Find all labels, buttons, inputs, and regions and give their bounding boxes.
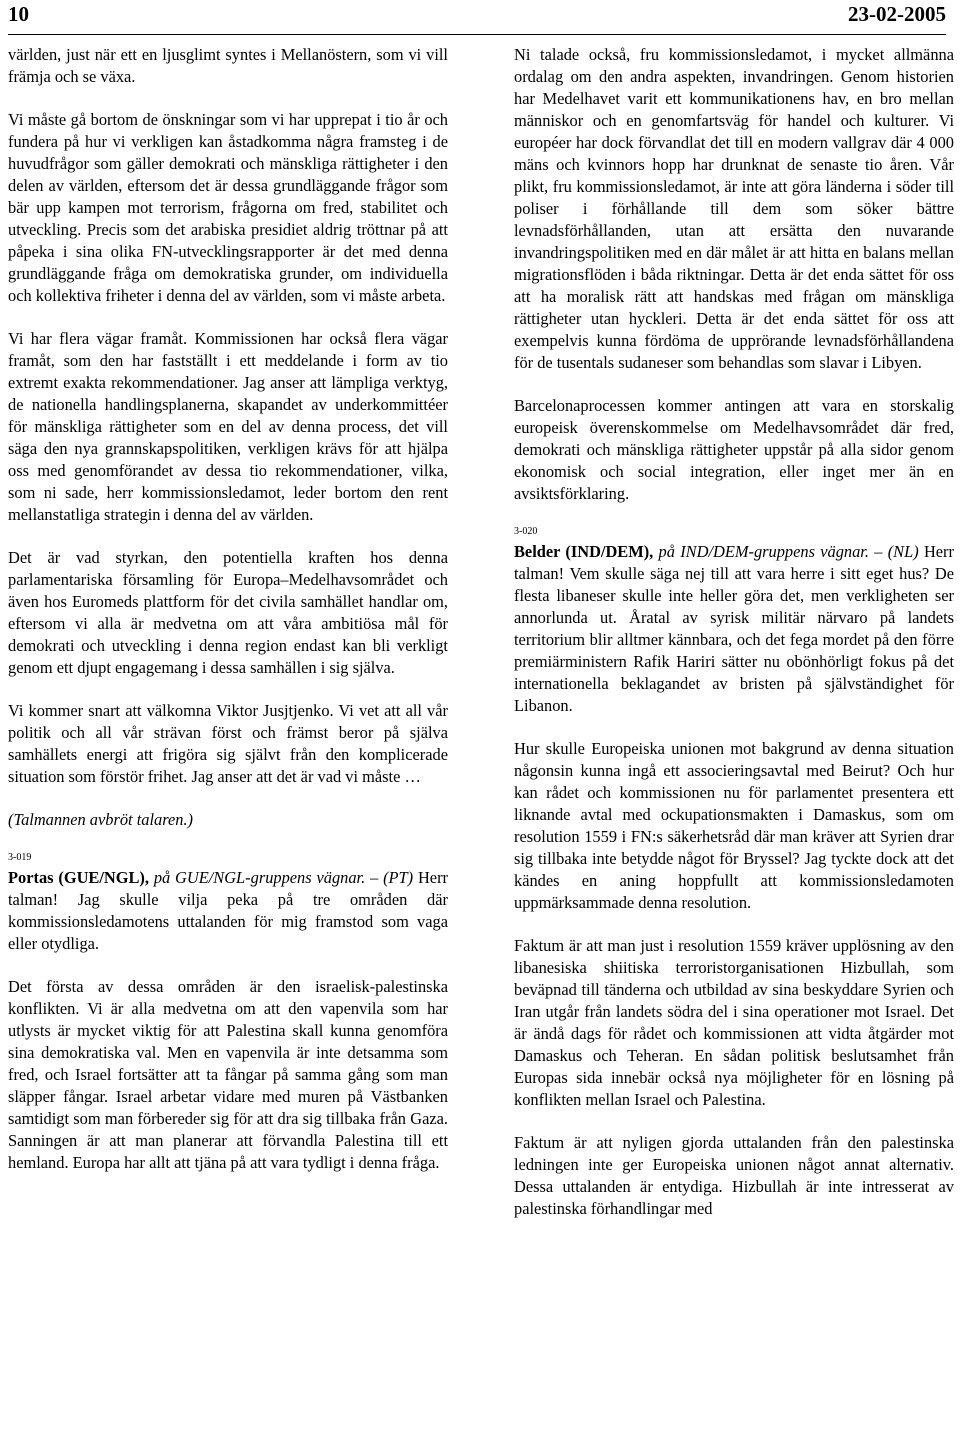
paragraph: Vi har flera vägar framåt. Kommissionen har också flera vägar framåt, som den har fastställt i ett meddelande i form av tio extremt exakta rekommendationer. Jag anser att lämpliga verktyg, de nationella handlingsplanerna, skapandet av underkommittéer för mänskliga rättigheter som en del av denna process, det vill säga den nya grannskapspolitiken, verkligen krävs för att hjälpa oss med genomförandet av dessa tio rekommendationer, vilka, som ni sade, herr kommissionsledamot, leder bortom den rent mellanstatliga strategin i denna del av världen. [8,329,448,524]
speaker-text: Herr talman! Jag skulle vilja peka på tre områden där kommissionsledamotens uttalanden för mig framstod som vaga eller otydliga. [8,868,448,953]
paragraph: Vi kommer snart att välkomna Viktor Jusjtjenko. Vi vet att all vår politik och all vår strävan först och främst beror på själva samhällets energi att frigöra sig självt från den komplicerade situation som förstör frihet. Jag anser att det är vad vi måste … [8,701,448,786]
interruption-note: (Talmannen avbröt talaren.) [8,810,193,829]
paragraph: Ni talade också, fru kommissionsledamot, i mycket allmänna ordalag om den andra aspekten, invandringen. Genom historien har Medelhavet varit ett kommunikationens hav, en bro mellan människor och en genomfartsväg för handel och kulturer. Vi européer har dock förvandlat det till en modern vallgrav där 4 000 mäns och kvinnors hopp har drunknat de senaste tio åren. Vår plikt, fru kommissionsledamot, är inte att göra länderna i söder till poliser i förhållande till dem som söker bättre levnadsförhållanden, utan att ersätta den nuvarande invandringspolitiken med en där målet är att hitta en balans mellan migrationsflöden i båda riktningar. Detta är det enda sättet för oss att ha moralisk rätt att handskas med frågan om mänskliga rättigheter utan hyckleri. Detta är det enda sättet för oss att exempelvis kunna fördöma de upprörande levnadsförhållandena för de tusentals sudaneser som behandlas som slavar i Libyen. [514,45,954,372]
page-date: 23-02-2005 [848,2,946,26]
speaker-name: Belder (IND/DEM), [514,542,654,561]
left-column [8,44,448,1174]
page-header [8,0,946,35]
paragraph: Faktum är att nyligen gjorda uttalanden från den palestinska ledningen inte ger Europeiska unionen något annat alternativ. Dessa uttalanden är entydiga. Hizbullah är inte intresserat av palestinska förhandlingar med [514,1133,954,1218]
speaker-paragraph [514,541,954,717]
speaker-text: Herr talman! Vem skulle säga nej till att vara herre i sitt eget hus? De flesta libaneser skulle inte heller göra det, men verkligheten ser annorlunda ut. Åratal av syrisk militär närvaro på landets territorium blir alltmer kännbara, och det fega mordet på den förre premiärministern Rafik Hariri sätter nu obönhörligt fokus på det internationella beklagandet av bristen på självständighet för Libanon. [514,542,954,715]
speaker-role: på GUE/NGL-gruppens vägnar. – (PT) [153,868,414,887]
paragraph: Faktum är att man just i resolution 1559 kräver upplösning av den libanesiska shiitiska terroristorganisationen Hizbullah, som beväpnad till tänderna och utbildad av sina beskyddare Syrien och Iran utgår från landets södra del i sina operationer mot Israel. Det är ändå dags för rådet och kommissionen att vidta åtgärder mot Damaskus och Teheran. En sådan politisk beslutsamhet från Europas sida innebär också nya möjligheter för en lösning på konflikten mellan Israel och Palestina. [514,936,954,1109]
paragraph: Det är vad styrkan, den potentiella kraften hos denna parlamentariska församling för Europa–Medelhavsområdet och även hos Euromeds plattform för det civila samhället handlar om, eftersom vi alla är medvetna om att våra ambitiösa mål för demokrati och utveckling i denna region endast kan bli verkligt genom ett djupt engagemang i dessa samhällen i sig själva. [8,548,448,677]
speaker-name: Portas (GUE/NGL), [8,868,149,887]
paragraph: Hur skulle Europeiska unionen mot bakgrund av denna situation någonsin kunna ingå ett associeringsavtal med Beirut? Och hur kan rådet och kommissionen nu för parlamentet presentera ett liknande avtal med ockupationsmakten i Damaskus, som om resolution 1559 i FN:s säkerhetsråd där man kräver att Syrien drar sig tillbaka inte betydde något för Bryssel? Jag tyckte dock att det kändes en aning hoppfullt att kommissionsledamoten uppmärksammade denna resolution. [514,739,954,912]
right-column [514,44,954,1220]
paragraph: världen, just när ett en ljusglimt syntes i Mellanöstern, som vi vill främja och se växa. [8,45,448,86]
item-number: 3-020 [514,526,538,537]
speaker-paragraph [8,867,448,955]
speaker-role: på IND/DEM-gruppens vägnar. – (NL) [658,542,919,561]
paragraph: Vi måste gå bortom de önskningar som vi har upprepat i tio år och fundera på hur vi verkligen kan åstadkomma några framsteg i de huvudfrågor som gäller demokrati och mänskliga rättigheter i den delen av världen, eftersom det är dessa grundläggande frågor som bär upp kampen mot terrorism, frågorna om fred, stabilitet och utveckling. Precis som det arabiska presidiet aldrig tröttnar på att påpeka i sina olika FN-utvecklingsrapporter är det med denna grundläggande fråga om demokratiska grunder, om individuella och kollektiva friheter i denna del av världen, som vi måste arbeta. [8,110,448,305]
paragraph: Barcelonaprocessen kommer antingen att vara en storskalig europeisk överenskommelse om Medelhavsområdet där fred, demokrati och mänskliga rättigheter uppstår på alla sidor genom ekonomisk och social integration, eller inget mer än en avsiktsförklaring. [514,396,954,503]
item-number: 3-019 [8,852,32,863]
page-number: 10 [8,2,29,26]
paragraph: Det första av dessa områden är den israelisk-palestinska konflikten. Vi är alla medvetna om att den vapenvila som har utlysts är mycket viktig för att Palestina skall kunna genomföra sina demokratiska val. Men en vapenvila är inte detsamma som fred, och Israel fortsätter att ta fångar på samma gång som man släpper fångar. Israel arbetar vidare med muren på Västbanken samtidigt som man förbereder sig för att dra sig tillbaka från Gaza. Sanningen är att man planerar att förvandla Palestina till ett hemland. Europa har allt att tjäna på att vara tydligt i denna fråga. [8,977,448,1172]
